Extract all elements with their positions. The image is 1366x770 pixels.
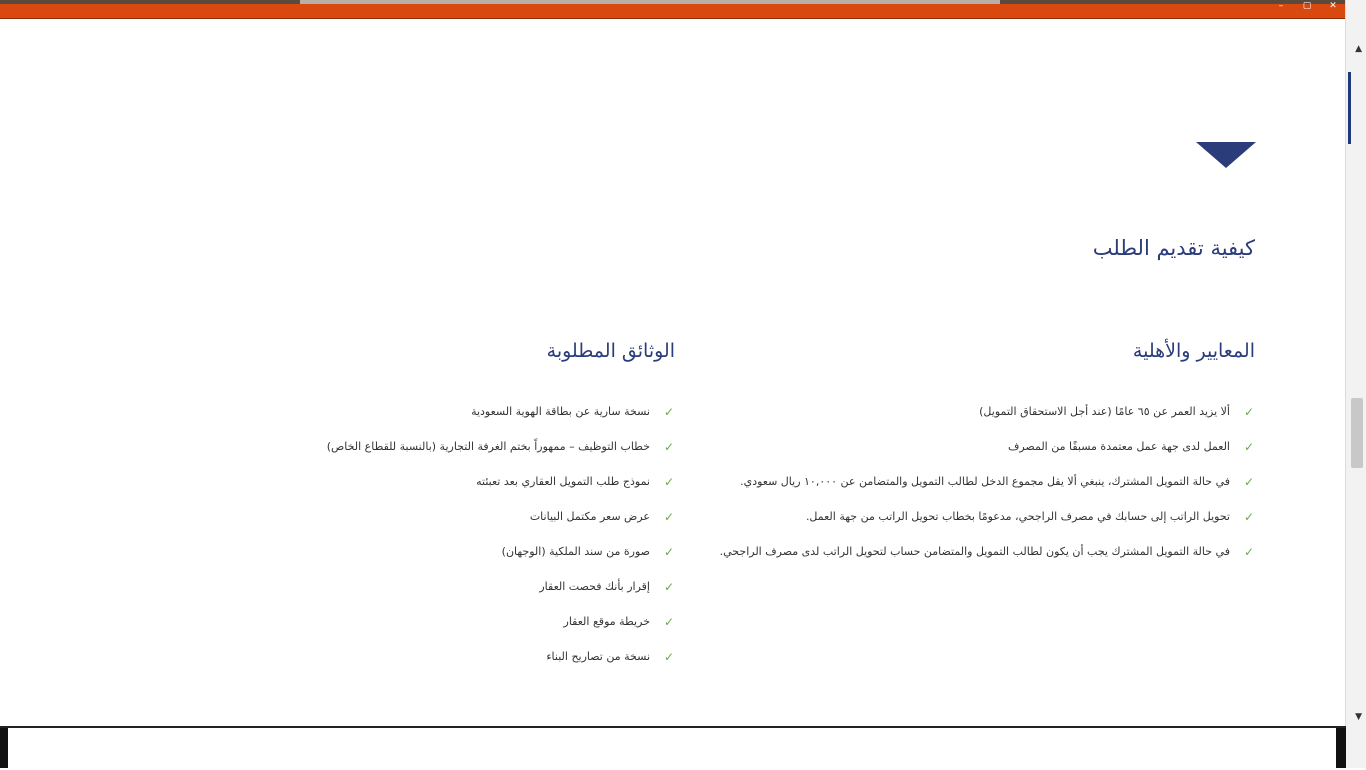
list-item: ✓ إقرار بأنك فحصت العقار [539, 579, 674, 594]
check-icon: ✓ [663, 649, 674, 664]
documents-list [327, 394, 674, 674]
criteria-list [720, 394, 1254, 569]
scroll-position-marker [1348, 72, 1351, 144]
scroll-down-icon[interactable]: ▼ [1355, 712, 1362, 722]
maximize-icon[interactable]: ▢ [1302, 1, 1312, 11]
check-icon: ✓ [663, 439, 674, 454]
check-icon: ✓ [663, 614, 674, 629]
list-item: ✓ في حالة التمويل المشترك يجب أن يكون لطالب التمويل والمتضامن حساب لتحويل الراتب لدى مصرف الراجحي. [719, 544, 1254, 559]
list-item: ✓ العمل لدى جهة عمل معتمدة مسبقًا من المصرف [1007, 439, 1254, 454]
page-title: كيفية تقديم الطلب [1092, 236, 1255, 260]
check-icon: ✓ [663, 474, 674, 489]
scrollbar-thumb[interactable] [1351, 398, 1363, 468]
close-icon[interactable]: ✕ [1329, 1, 1337, 11]
check-icon: ✓ [663, 509, 674, 524]
list-item: ✓ تحويل الراتب إلى حسابك في مصرف الراجحي، مدعومًا بخطاب تحويل الراتب من جهة العمل. [805, 509, 1254, 524]
check-icon: ✓ [1243, 509, 1254, 524]
check-icon: ✓ [663, 404, 674, 419]
chevron-down-triangle-icon[interactable] [1196, 142, 1256, 168]
list-item: ✓ نموذج طلب التمويل العقاري بعد تعبئته [476, 474, 674, 489]
list-item: ✓ خريطة موقع العقار [563, 614, 674, 629]
check-icon: ✓ [1243, 474, 1254, 489]
check-icon: ✓ [663, 579, 674, 594]
scroll-up-icon[interactable]: ▲ [1355, 44, 1362, 54]
check-icon: ✓ [663, 544, 674, 559]
bottom-right-edge [1336, 728, 1346, 768]
list-item: ✓ خطاب التوظيف – ممهوراً بختم الغرفة التجارية (بالنسبة للقطاع الخاص) [326, 439, 674, 454]
list-item: ✓ في حالة التمويل المشترك، ينبغي ألا يقل مجموع الدخل لطالب التمويل والمتضامن عن ١٠,٠٠٠ ريال سعودي. [740, 474, 1254, 489]
criteria-title: المعايير والأهلية [1132, 340, 1255, 362]
list-item: ✓ عرض سعر مكتمل البيانات [529, 509, 674, 524]
window-controls [1272, 0, 1342, 18]
list-item: ✓ صورة من سند الملكية (الوجهان) [501, 544, 674, 559]
list-item: ✓ نسخة من تصاريح البناء [546, 649, 674, 664]
documents-title: الوثائق المطلوبة [546, 340, 675, 362]
bottom-left-edge [0, 728, 8, 768]
site-header-bar [0, 4, 1346, 19]
list-item: ✓ نسخة سارية عن بطاقة الهوية السعودية [471, 404, 674, 419]
minimize-icon[interactable]: – [1278, 1, 1284, 11]
list-item: ✓ ألا يزيد العمر عن ٦٥ عامًا (عند أجل الاستحقاق التمويل) [979, 404, 1254, 419]
bottom-frame [0, 726, 1346, 770]
check-icon: ✓ [1243, 544, 1254, 559]
check-icon: ✓ [1243, 404, 1254, 419]
check-icon: ✓ [1243, 439, 1254, 454]
